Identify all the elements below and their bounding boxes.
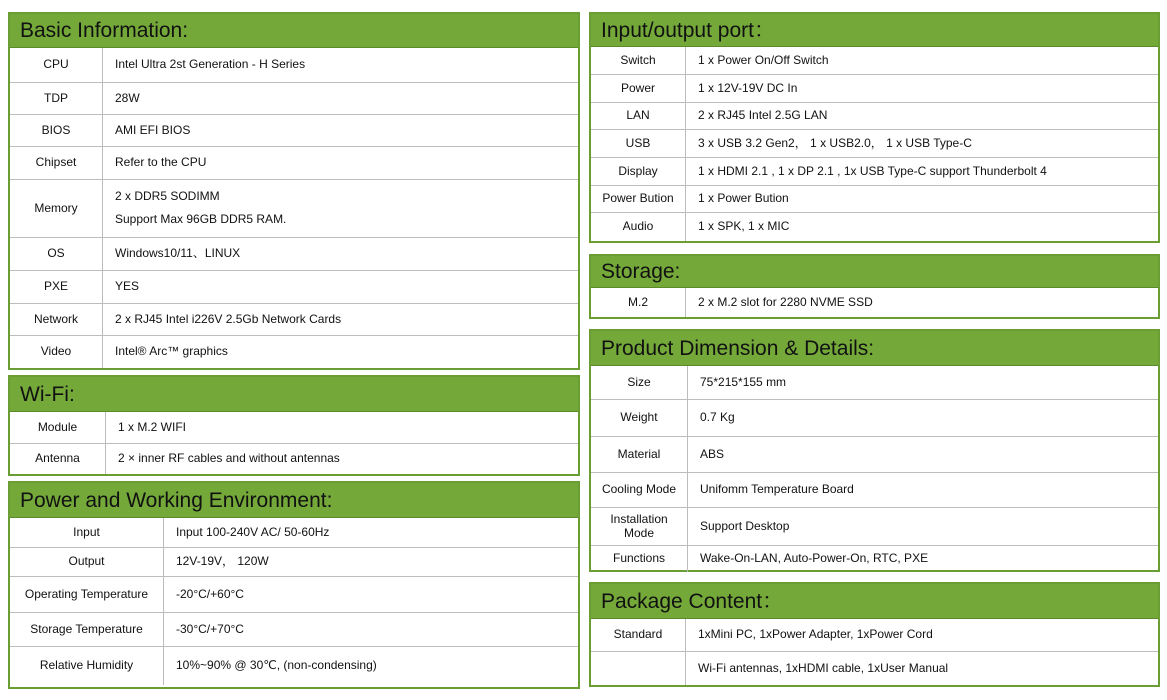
spec-value: Intel Ultra 2st Generation - H Series xyxy=(115,57,306,72)
spec-row-switch xyxy=(591,47,1158,75)
spec-label: Cooling Mode xyxy=(591,473,688,507)
spec-value: Intel® Arc™ graphics xyxy=(115,344,228,359)
spec-label: Chipset xyxy=(10,147,103,179)
spec-row-operating-temperature xyxy=(10,577,578,613)
io-port-panel xyxy=(589,12,1160,243)
spec-value: 1xMini PC, 1xPower Adapter, 1xPower Cord xyxy=(698,627,933,642)
spec-label: BIOS xyxy=(10,115,103,146)
spec-row-os xyxy=(10,238,578,271)
spec-value: Windows10/11、LINUX xyxy=(115,246,241,261)
spec-label: USB xyxy=(591,130,686,157)
spec-row-audio xyxy=(591,213,1158,241)
spec-label: Input xyxy=(10,518,164,547)
spec-label: Video xyxy=(10,336,103,368)
spec-label: Power xyxy=(591,75,686,102)
basic-information-title: Basic Information: xyxy=(10,14,578,48)
spec-label-empty xyxy=(591,652,686,685)
spec-row-module xyxy=(10,412,578,444)
spec-value: 3 x USB 3.2 Gen2， 1 x USB2.0， 1 x USB Type-C xyxy=(698,135,972,150)
spec-value: 28W xyxy=(115,90,140,105)
spec-row-power xyxy=(591,75,1158,103)
spec-label: Installation Mode xyxy=(591,508,688,545)
spec-label: CPU xyxy=(10,48,103,82)
spec-label: Display xyxy=(591,158,686,185)
dimension-panel xyxy=(589,329,1160,572)
spec-label: Functions xyxy=(591,546,688,572)
spec-row-bios xyxy=(10,115,578,147)
spec-row-storage-temperature xyxy=(10,613,578,647)
spec-value: 2 x DDR5 SODIMM xyxy=(115,189,220,204)
spec-value: AMI EFI BIOS xyxy=(115,122,191,137)
spec-label: Weight xyxy=(591,400,688,436)
storage-panel xyxy=(589,254,1160,319)
wifi-panel xyxy=(8,375,580,476)
spec-value: 12V-19V， 120W xyxy=(176,554,269,569)
package-content-title: Package Content： xyxy=(591,584,1158,619)
spec-label: Material xyxy=(591,437,688,472)
spec-row-cooling-mode xyxy=(591,473,1158,508)
spec-row-network xyxy=(10,304,578,336)
spec-label: Relative Humidity xyxy=(10,647,164,685)
spec-value: 2 x M.2 slot for 2280 NVME SSD xyxy=(698,294,873,309)
spec-row-cpu xyxy=(10,48,578,83)
spec-value: 1 x HDMI 2.1 , 1 x DP 2.1 , 1x USB Type-C support Thunderbolt 4 xyxy=(698,163,1047,178)
spec-value: 0.7 Kg xyxy=(700,410,735,425)
spec-value: Unifomm Temperature Board xyxy=(700,482,854,497)
spec-label: Audio xyxy=(591,213,686,241)
spec-row-tdp xyxy=(10,83,578,115)
spec-value: 1 x Power Bution xyxy=(698,191,789,206)
spec-label: Standard xyxy=(591,619,686,651)
spec-label: M.2 xyxy=(591,288,686,317)
spec-row-material xyxy=(591,437,1158,473)
spec-value: YES xyxy=(115,279,140,294)
spec-row-output xyxy=(10,548,578,577)
basic-information-panel xyxy=(8,12,580,370)
spec-label: Size xyxy=(591,366,688,399)
spec-row-power-bution xyxy=(591,186,1158,213)
spec-row-memory xyxy=(10,180,578,238)
spec-row-relative-humidity xyxy=(10,647,578,685)
spec-row-display xyxy=(591,158,1158,186)
spec-value: ABS xyxy=(700,446,725,461)
power-environment-title: Power and Working Environment: xyxy=(10,483,578,518)
spec-row-standard-continued xyxy=(591,652,1158,685)
spec-row-weight xyxy=(591,400,1158,437)
spec-label: Network xyxy=(10,304,103,335)
spec-row-standard xyxy=(591,619,1158,652)
spec-row-antenna xyxy=(10,444,578,474)
spec-value: 10%~90% @ 30℃, (non-condensing) xyxy=(176,658,377,673)
spec-row-installation-mode xyxy=(591,508,1158,546)
spec-value: 1 x 12V-19V DC In xyxy=(698,80,798,95)
spec-value: Support Desktop xyxy=(700,518,790,533)
spec-label: Memory xyxy=(10,180,103,237)
dimension-title: Product Dimension & Details: xyxy=(591,331,1158,366)
spec-row-chipset xyxy=(10,147,578,180)
spec-label: LAN xyxy=(591,103,686,129)
spec-label: TDP xyxy=(10,83,103,114)
power-environment-panel xyxy=(8,481,580,689)
spec-value: -30°C/+70°C xyxy=(176,621,244,636)
spec-value: -20°C/+60°C xyxy=(176,586,244,601)
spec-label: Output xyxy=(10,548,164,576)
spec-value: Refer to the CPU xyxy=(115,155,207,170)
spec-value-line2: Support Max 96GB DDR5 RAM. xyxy=(115,212,287,226)
spec-row-input xyxy=(10,518,578,548)
spec-row-size xyxy=(591,366,1158,400)
spec-row-video xyxy=(10,336,578,368)
spec-row-m2 xyxy=(591,288,1158,317)
spec-label: Power Bution xyxy=(591,186,686,212)
storage-title: Storage: xyxy=(591,256,1158,288)
spec-row-pxe xyxy=(10,271,578,304)
io-port-title: Input/output port： xyxy=(591,14,1158,47)
spec-value: Input 100-240V AC/ 50-60Hz xyxy=(176,524,330,539)
spec-label: Antenna xyxy=(10,444,106,474)
package-content-panel xyxy=(589,582,1160,687)
spec-value: 75*215*155 mm xyxy=(700,374,787,389)
spec-value: 1 x Power On/Off Switch xyxy=(698,52,829,67)
spec-value: Wi-Fi antennas, 1xHDMI cable, 1xUser Manual xyxy=(698,660,949,675)
spec-row-usb xyxy=(591,130,1158,158)
spec-label: Switch xyxy=(591,47,686,74)
spec-value: 1 x M.2 WIFI xyxy=(118,419,187,434)
spec-value: 1 x SPK, 1 x MIC xyxy=(698,219,790,234)
spec-row-lan xyxy=(591,103,1158,130)
spec-label: Module xyxy=(10,412,106,443)
spec-label: Operating Temperature xyxy=(10,577,164,612)
spec-row-functions xyxy=(591,546,1158,572)
spec-value: 2 x RJ45 Intel 2.5G LAN xyxy=(698,108,828,123)
spec-label: Storage Temperature xyxy=(10,613,164,646)
spec-label: PXE xyxy=(10,271,103,303)
spec-label: OS xyxy=(10,238,103,270)
spec-value: 2 x RJ45 Intel i226V 2.5Gb Network Cards xyxy=(115,311,342,326)
spec-value: Wake-On-LAN, Auto-Power-On, RTC, PXE xyxy=(700,551,929,566)
spec-value: 2 × inner RF cables and without antennas xyxy=(118,451,340,466)
wifi-title: Wi-Fi: xyxy=(10,377,578,412)
